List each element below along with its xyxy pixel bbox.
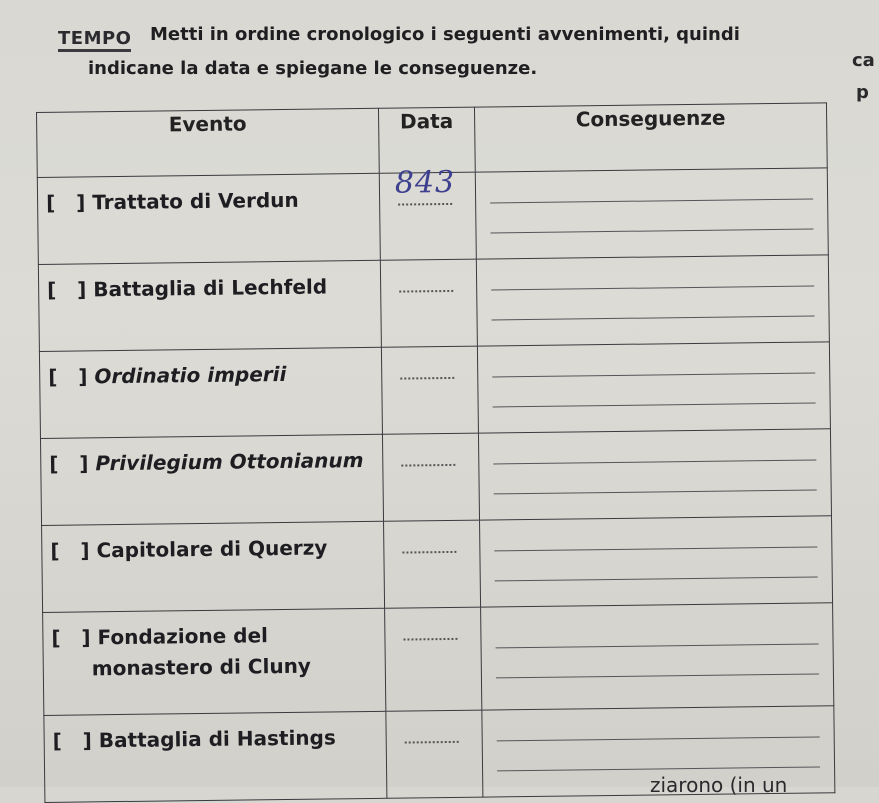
events-table bbox=[36, 102, 835, 803]
date-dotted-line bbox=[405, 741, 459, 744]
consequences-cell[interactable] bbox=[476, 255, 829, 346]
answer-line bbox=[494, 489, 817, 494]
consequences-cell[interactable] bbox=[481, 603, 834, 710]
consequences-cell[interactable] bbox=[480, 516, 833, 607]
instruction-line-1: Metti in ordine cronologico i seguenti avvenimenti, quindi bbox=[150, 24, 740, 45]
answer-line bbox=[492, 372, 815, 377]
consequences-cell[interactable] bbox=[477, 342, 830, 433]
date-dotted-line bbox=[399, 290, 453, 293]
answer-line bbox=[494, 546, 817, 551]
event-name: Privilegium Ottonianum bbox=[95, 448, 364, 476]
order-checkbox[interactable]: [ ] bbox=[48, 364, 88, 389]
header-consequences: Conseguenze bbox=[474, 103, 827, 172]
consequences-cell[interactable] bbox=[475, 168, 828, 259]
handwritten-date: 843 bbox=[394, 164, 456, 201]
date-cell[interactable] bbox=[382, 433, 479, 521]
date-cell[interactable] bbox=[384, 520, 481, 608]
event-cell bbox=[43, 608, 386, 715]
order-checkbox[interactable]: [ ] bbox=[51, 625, 91, 650]
answer-line bbox=[493, 459, 816, 464]
event-name: Battaglia di Lechfeld bbox=[93, 274, 328, 302]
date-cell[interactable] bbox=[379, 164, 476, 260]
event-cell bbox=[42, 521, 385, 612]
table-row bbox=[39, 342, 830, 439]
table-row bbox=[38, 255, 829, 352]
order-checkbox[interactable]: [ ] bbox=[50, 538, 90, 563]
date-dotted-line bbox=[403, 638, 457, 641]
answer-line bbox=[497, 736, 820, 741]
date-dotted-line bbox=[400, 377, 454, 380]
order-checkbox[interactable]: [ ] bbox=[47, 277, 87, 302]
order-checkbox[interactable]: [ ] bbox=[49, 451, 89, 476]
answer-line bbox=[495, 576, 818, 581]
answer-line bbox=[493, 402, 816, 407]
answer-line bbox=[492, 316, 815, 321]
order-checkbox[interactable]: [ ] bbox=[45, 190, 86, 215]
table-row bbox=[43, 603, 834, 716]
answer-line bbox=[496, 673, 819, 678]
date-cell[interactable] bbox=[386, 710, 483, 798]
date-dotted-line bbox=[398, 203, 452, 206]
event-name: Fondazione del bbox=[97, 623, 269, 650]
event-cell bbox=[40, 434, 383, 525]
event-cell bbox=[37, 173, 380, 264]
table-row bbox=[42, 516, 833, 613]
answer-line bbox=[497, 766, 820, 771]
header-event: Evento bbox=[37, 108, 380, 177]
table-row bbox=[37, 168, 828, 265]
event-cell bbox=[39, 347, 382, 438]
event-cell bbox=[44, 711, 387, 802]
event-name: Capitolare di Querzy bbox=[96, 535, 328, 563]
answer-line bbox=[491, 229, 814, 234]
consequences-cell[interactable] bbox=[478, 429, 831, 520]
order-checkbox[interactable]: [ ] bbox=[52, 728, 92, 753]
event-name: Trattato di Verdun bbox=[92, 187, 299, 215]
section-tag: TEMPO bbox=[58, 28, 131, 52]
table-row bbox=[40, 429, 831, 526]
answer-line bbox=[490, 199, 813, 204]
event-name: Ordinatio imperii bbox=[94, 361, 287, 389]
date-cell[interactable] bbox=[380, 259, 477, 347]
event-name-line-2: monastero di Cluny bbox=[91, 653, 312, 681]
date-cell[interactable] bbox=[381, 346, 478, 434]
answer-line bbox=[496, 643, 819, 648]
events-table-wrapper bbox=[36, 102, 844, 752]
answer-line bbox=[491, 286, 814, 291]
event-cell bbox=[38, 260, 381, 351]
margin-fragment-1: ca bbox=[852, 50, 875, 71]
date-dotted-line bbox=[401, 464, 455, 467]
margin-fragment-2: p bbox=[856, 82, 869, 103]
event-name: Battaglia di Hastings bbox=[98, 725, 336, 753]
date-dotted-line bbox=[402, 551, 456, 554]
header-date: Data bbox=[378, 107, 475, 173]
footer-fragment: ziarono (in un bbox=[650, 773, 788, 797]
instruction-line-2: indicane la data e spiegane le conseguenze. bbox=[88, 58, 538, 79]
date-cell[interactable] bbox=[385, 607, 482, 711]
